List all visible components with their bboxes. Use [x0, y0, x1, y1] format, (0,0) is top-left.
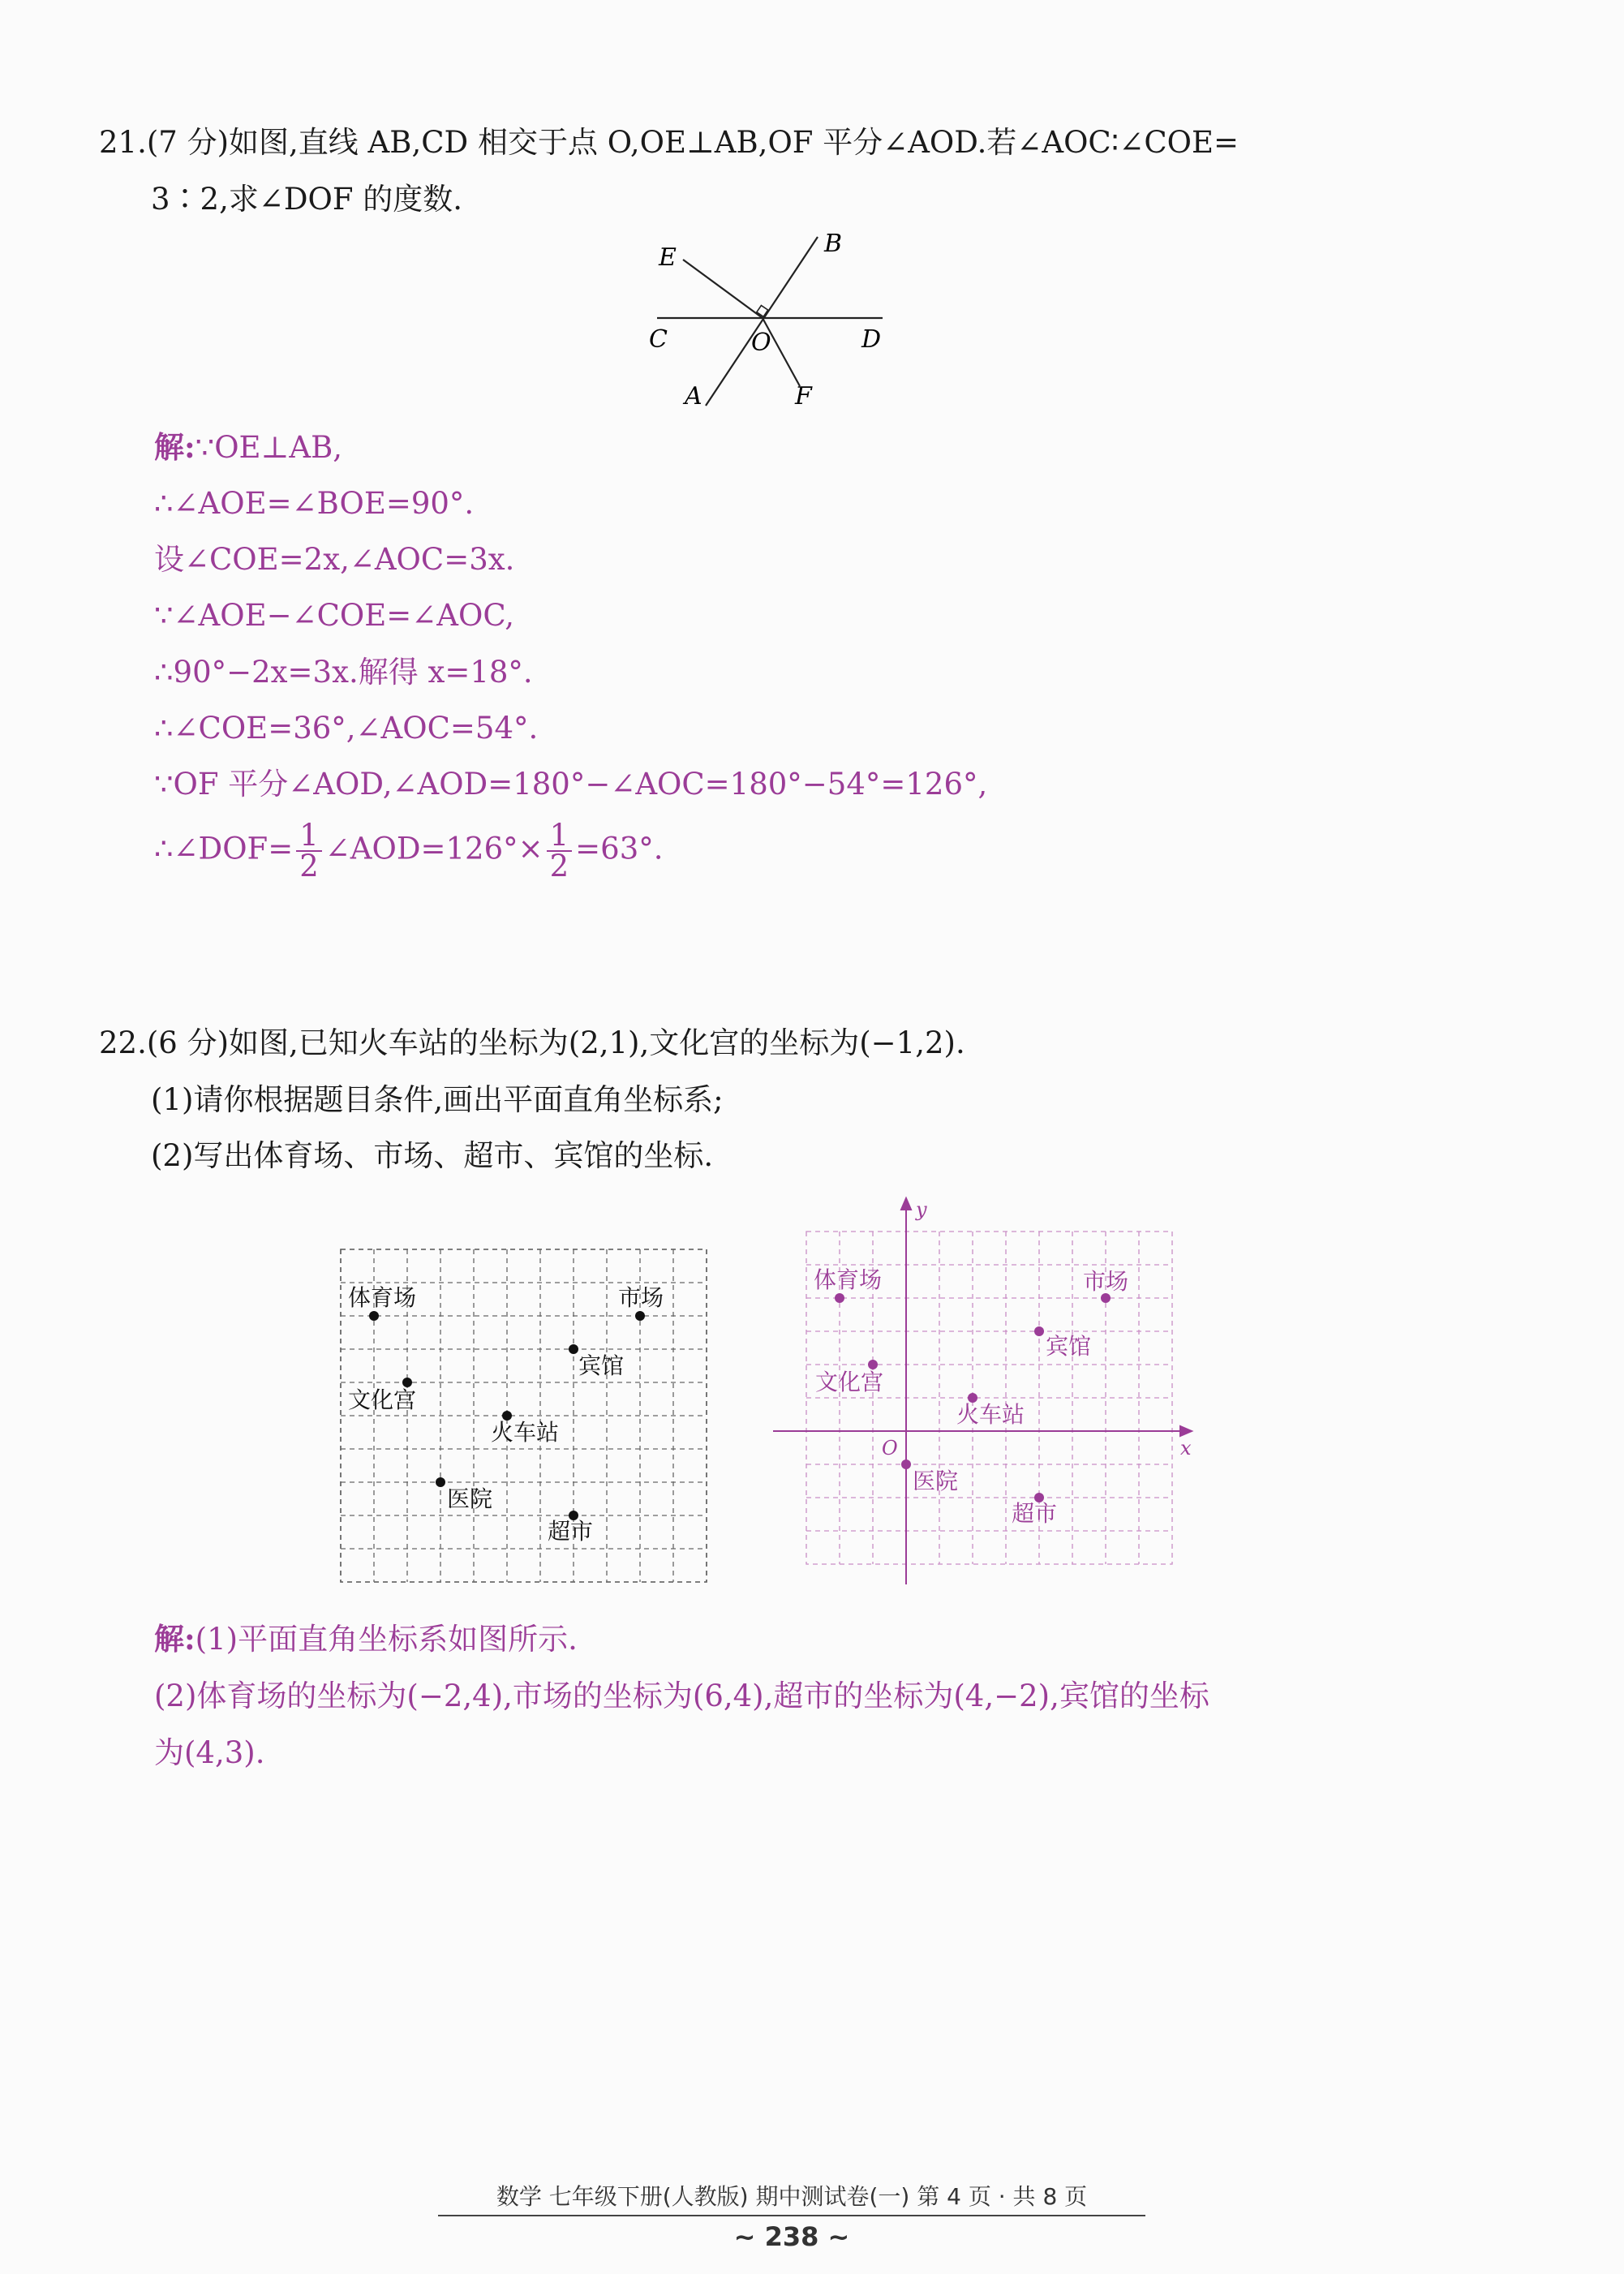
- label-yiyuan: 医院: [447, 1485, 493, 1512]
- grid-map-question: [329, 1237, 718, 1594]
- sol21-head: 解:: [154, 429, 195, 465]
- sol-point-yiyuan: [901, 1459, 911, 1469]
- q22-line3: (2)写出体育场、市场、超市、宾馆的坐标.: [151, 1138, 714, 1173]
- sol21-line5: ∴90°−2x=3x.解得 x=18°.: [154, 655, 533, 690]
- sol22-head: 解:: [154, 1621, 195, 1657]
- sol-label-chaoshi: 超市: [1012, 1500, 1058, 1527]
- label-a: A: [685, 382, 702, 411]
- point-binguan: [569, 1344, 578, 1354]
- x-axis-arrow: [1180, 1426, 1192, 1436]
- point-tiyuchang: [369, 1311, 379, 1321]
- ray-oe: [683, 260, 763, 318]
- sol21-line7: ∵OF 平分∠AOD,∠AOD=180°−∠AOC=180°−54°=126°,: [154, 767, 988, 802]
- sol-label-binguan: 宾馆: [1046, 1333, 1092, 1360]
- sol21-line2: ∴∠AOE=∠BOE=90°.: [154, 486, 475, 521]
- sol22-line3: 为(4,3).: [154, 1735, 265, 1770]
- label-e: E: [659, 243, 677, 272]
- grid-map-solution: [767, 1189, 1205, 1594]
- label-c: C: [649, 325, 668, 354]
- label-chaoshi: 超市: [548, 1518, 594, 1545]
- origin-label: O: [882, 1437, 898, 1459]
- label-huochezhan: 火车站: [491, 1419, 560, 1446]
- sol-point-tiyuchang: [835, 1293, 844, 1303]
- q22-line2: (1)请你根据题目条件,画出平面直角坐标系;: [151, 1082, 724, 1117]
- label-f: F: [795, 382, 812, 411]
- sol-label-huochezhan: 火车站: [956, 1401, 1025, 1428]
- fraction-half-2: $\frac{1}{2}$: [547, 821, 573, 881]
- point-shichang: [635, 1311, 645, 1321]
- label-shichang: 市场: [618, 1284, 664, 1311]
- label-b: B: [824, 230, 843, 258]
- sol21-line4: ∵∠AOE−∠COE=∠AOC,: [154, 598, 515, 633]
- sol21-line6: ∴∠COE=36°,∠AOC=54°.: [154, 711, 539, 746]
- sol-label-shichang: 市场: [1083, 1268, 1129, 1295]
- sol-label-wenhuagong: 文化宫: [815, 1369, 884, 1395]
- page-number: ~ 238 ~: [733, 2221, 850, 2252]
- angle-figure: [641, 227, 900, 422]
- x-axis-label: x: [1180, 1437, 1192, 1459]
- sol22-line1: 解:(1)平面直角坐标系如图所示.: [154, 1621, 578, 1657]
- sol-label-yiyuan: 医院: [913, 1468, 959, 1494]
- label-o: O: [751, 329, 771, 357]
- label-binguan: 宾馆: [578, 1352, 625, 1379]
- y-axis-arrow: [901, 1198, 911, 1210]
- sol-point-binguan: [1034, 1326, 1044, 1336]
- label-wenhuagong: 文化宫: [348, 1386, 417, 1413]
- footer-line: 数学 七年级下册(人教版) 期中测试卷(一) 第 4 页 · 共 8 页: [438, 2179, 1145, 2216]
- point-yiyuan: [436, 1477, 445, 1487]
- sol21-line3: 设∠COE=2x,∠AOC=3x.: [154, 542, 515, 577]
- q21-line2: 3∶2,求∠DOF 的度数.: [151, 182, 463, 217]
- y-axis-label: y: [916, 1198, 927, 1221]
- label-d: D: [861, 325, 882, 354]
- fraction-half: $\frac{1}{2}$: [296, 821, 322, 881]
- sol21-line8: ∴∠DOF= $\frac{1}{2}$ ∠AOD=126°× $\frac{1}{2}$ =63°.: [154, 818, 664, 883]
- q22-line1: 22.(6 分)如图,已知火车站的坐标为(2,1),文化宫的坐标为(−1,2).: [99, 1025, 965, 1060]
- sol-label-tiyuchang: 体育场: [814, 1266, 883, 1293]
- sol21-line1: 解:∵OE⊥AB,: [154, 429, 343, 465]
- label-tiyuchang: 体育场: [348, 1284, 417, 1311]
- line-ab: [706, 237, 818, 406]
- sol22-line2: (2)体育场的坐标为(−2,4),市场的坐标为(6,4),超市的坐标为(4,−2),宾馆的坐标: [154, 1679, 1209, 1713]
- q21-line1: 21.(7 分)如图,直线 AB,CD 相交于点 O,OE⊥AB,OF 平分∠AOD.若∠AOC∶∠COE=: [99, 125, 1239, 160]
